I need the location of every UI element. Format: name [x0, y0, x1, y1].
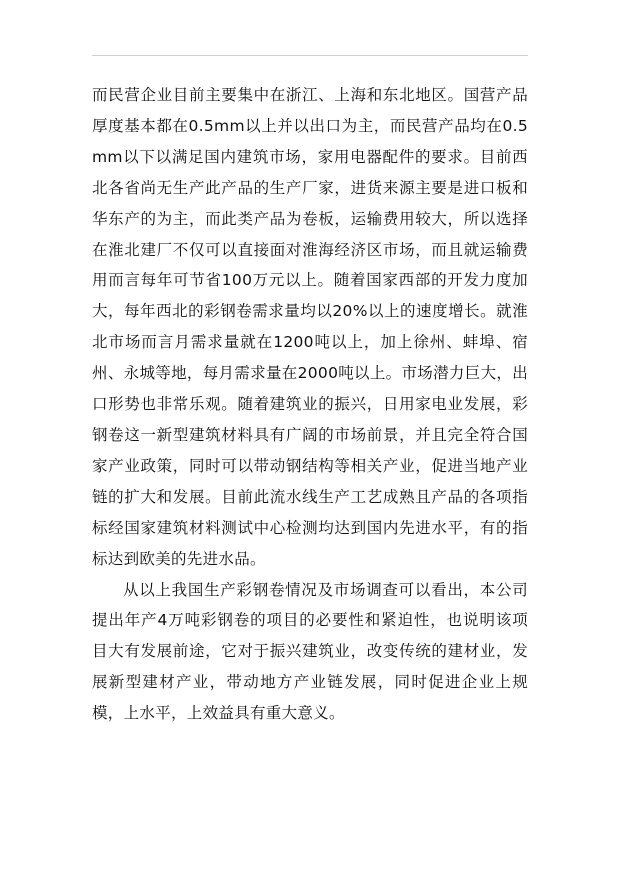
paragraph-market-analysis: 而民营企业目前主要集中在浙江、上海和东北地区。国营产品厚度基本都在0.5mm以上并以出口为主，而民营产品均在0.5mm以下以满足国内建筑市场，家用电器配件的要求。目前西北各省尚无生产此产品的生产厂家，进货来源主要是进口板和华东产的为主，而此类产品为卷板，运输费用较大，所以选择在淮北建厂不仅可以直接面对淮海经济区市场，而且就运输费用而言每年可节省100万元以上。随着国家西部的开发力度加大，每年西北的彩钢卷需求量均以20%以上的速度增长。就淮北市场而言月需求量就在1200吨以上，加上徐州、蚌埠、宿州、永城等地，每月需求量在2000吨以上。市场潜力巨大，出口形势也非常乐观。随着建筑业的振兴，日用家电业发展，彩钢卷这一新型建筑材料具有广阔的市场前景，并且完全符合国家产业政策，同时可以带动钢结构等相关产业，促进当地产业链的扩大和发展。目前此流水线生产工艺成熟且产品的各项指标经国家建筑材料测试中心检测均达到国内先进水平，有的指标达到欧美的先进水品。: [92, 86, 528, 568]
document-body: [92, 80, 528, 729]
header-rule: [92, 55, 528, 56]
paragraph-conclusion: 从以上我国生产彩钢卷情况及市场调查可以看出，本公司提出年产4万吨彩钢卷的项目的必要性和紧迫性，也说明该项目大有发展前途，它对于振兴建筑业，改变传统的建材业，发展新型建材产业，带动地方产业链发展，同时促进企业上规模，上水平，上效益具有重大意义。: [92, 580, 528, 723]
